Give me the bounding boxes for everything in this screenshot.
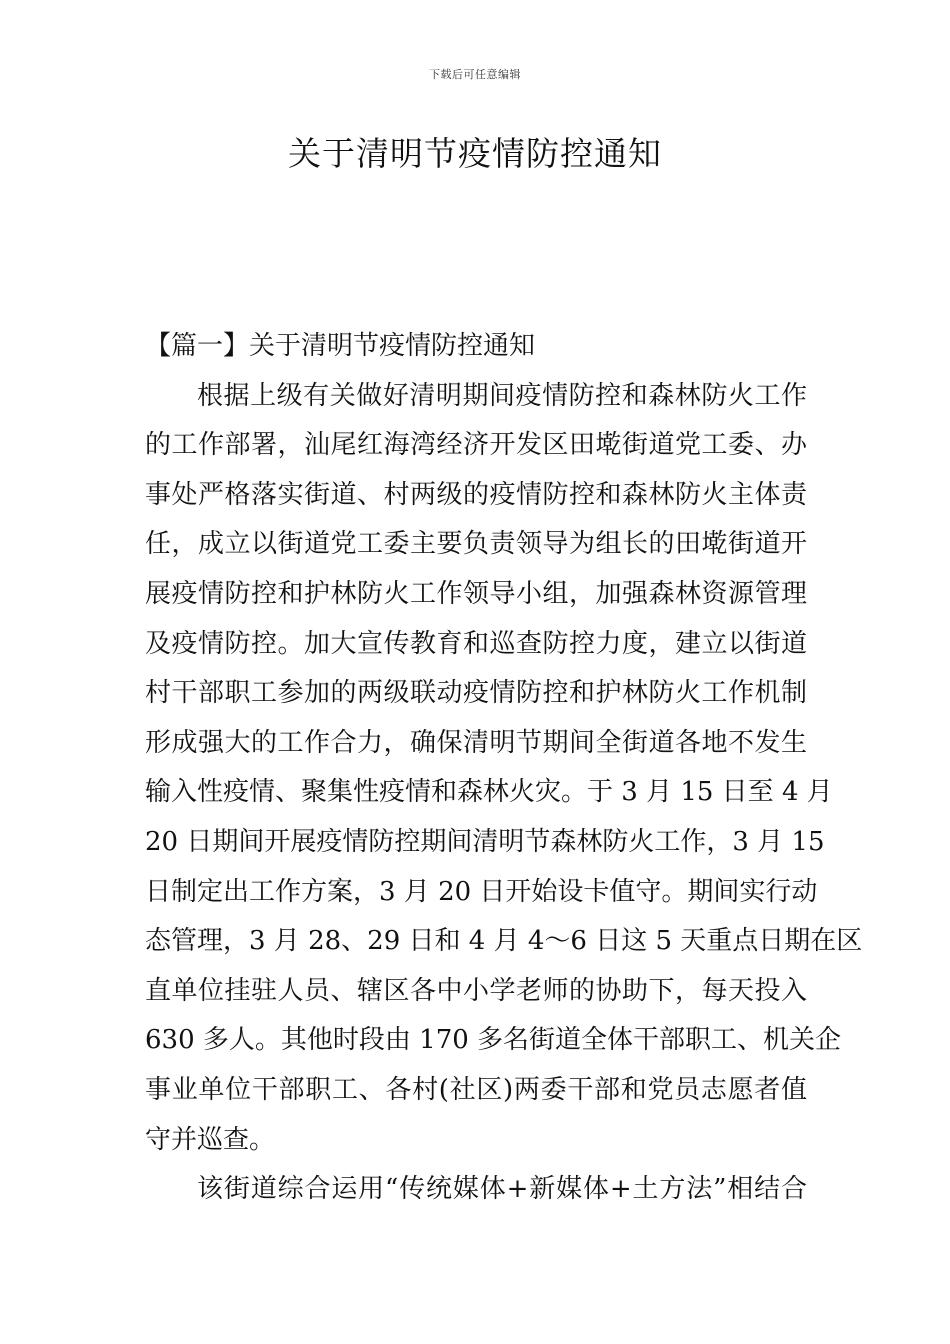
document-title: 关于清明节疫情防控通知 <box>288 134 662 173</box>
paragraph-line: 态管理，3 月 28、29 日和 4 月 4～6 日这 5 天重点日期在区 <box>145 926 863 957</box>
paragraph-line: 630 多人。其他时段由 170 多名街道全体干部职工、机关企 <box>145 1025 842 1056</box>
document-body <box>145 322 863 1215</box>
paragraph-line: 20 日期间开展疫情防控期间清明节森林防火工作，3 月 15 <box>145 826 825 857</box>
paragraph-line: 任，成立以街道党工委主要负责领导为组长的田墘街道开 <box>145 529 807 560</box>
paragraph-line: 日制定出工作方案，3 月 20 日开始设卡值守。期间实行动 <box>145 876 818 907</box>
paragraph-line: 根据上级有关做好清明期间疫情防控和森林防火工作 <box>197 380 807 411</box>
paragraph-line: 输入性疫情、聚集性疫情和森林火灾。于 3 月 15 日至 4 月 <box>145 777 833 808</box>
header-note: 下载后可任意编辑 <box>429 68 521 81</box>
paragraph-line: 村干部职工参加的两级联动疫情防控和护林防火工作机制 <box>145 678 807 709</box>
paragraph-line: 及疫情防控。加大宣传教育和巡查防控力度，建立以街道 <box>145 628 807 659</box>
paragraph-line: 直单位挂驻人员、辖区各中小学老师的协助下，每天投入 <box>145 975 807 1006</box>
paragraph-line: 事业单位干部职工、各村(社区)两委干部和党员志愿者值 <box>145 1074 807 1105</box>
paragraph-line: 守并巡查。 <box>145 1124 276 1155</box>
paragraph-line: 形成强大的工作合力，确保清明节期间全街道各地不发生 <box>145 727 807 758</box>
paragraph-line: 事处严格落实街道、村两级的疫情防控和森林防火主体责 <box>145 479 807 510</box>
paragraph-line: 展疫情防控和护林防火工作领导小组，加强森林资源管理 <box>145 578 807 609</box>
paragraph-line: 的工作部署，汕尾红海湾经济开发区田墘街道党工委、办 <box>145 430 807 461</box>
section-heading: 【篇一】关于清明节疫情防控通知 <box>145 331 536 361</box>
paragraph-line: 该街道综合运用“传统媒体+新媒体+土方法”相结合 <box>197 1174 807 1205</box>
